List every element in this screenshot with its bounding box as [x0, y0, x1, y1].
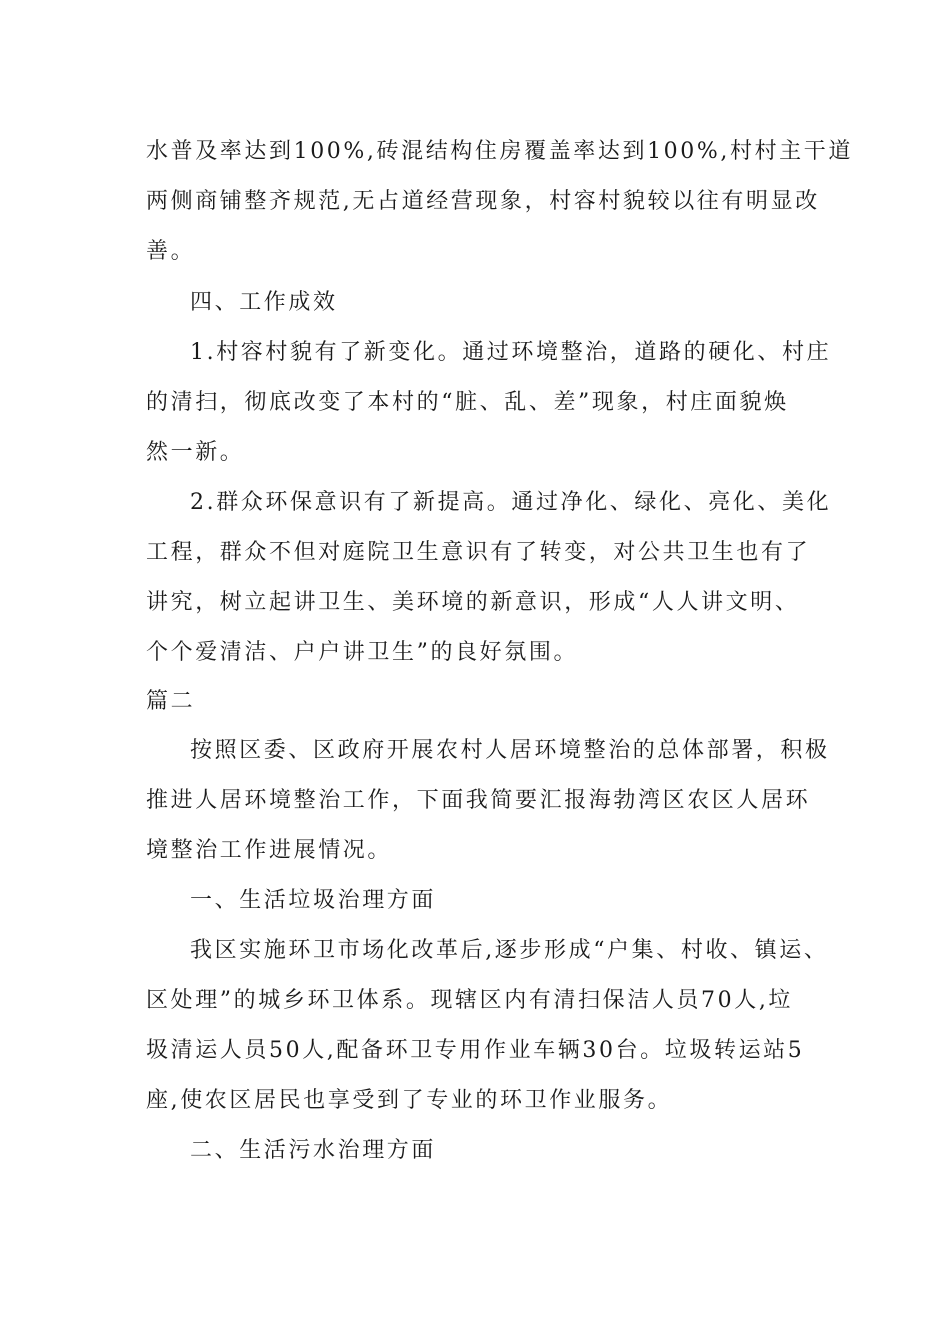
text-line: 善。	[146, 239, 196, 264]
text-line: 2.群众环保意识有了新提高。通过净化、绿化、亮化、美化	[190, 490, 832, 515]
text-line: 区处理”的城乡环卫体系。现辖区内有清扫保洁人员70人,垃	[146, 988, 794, 1013]
text-line: 讲究，树立起讲卫生、美环境的新意识，形成“人人讲文明、	[146, 590, 800, 615]
section-heading: 二、生活污水治理方面	[190, 1138, 437, 1163]
section-heading: 一、生活垃圾治理方面	[190, 888, 437, 913]
text-line: 我区实施环卫市场化改革后,逐步形成“户集、村收、镇运、	[190, 938, 829, 963]
section-heading: 四、工作成效	[190, 290, 338, 315]
text-line: 1.村容村貌有了新变化。通过环境整治，道路的硬化、村庄	[190, 340, 832, 365]
text-line: 个个爱清洁、户户讲卫生”的良好氛围。	[146, 640, 579, 665]
text-line: 两侧商铺整齐规范,无占道经营现象，村容村貌较以往有明显改	[146, 189, 820, 214]
text-line: 工程，群众不但对庭院卫生意识有了转变，对公共卫生也有了	[146, 540, 811, 565]
text-line: 境整治工作进展情况。	[146, 838, 393, 863]
chapter-heading: 篇二	[146, 689, 196, 714]
text-line: 水普及率达到100%,砖混结构住房覆盖率达到100%,村村主干道	[146, 139, 853, 164]
text-line: 推进人居环境整治工作，下面我简要汇报海勃湾区农区人居环	[146, 788, 811, 813]
text-line: 圾清运人员50人,配备环卫专用作业车辆30台。垃圾转运站5	[146, 1038, 805, 1063]
text-line: 按照区委、区政府开展农村人居环境整治的总体部署，积极	[190, 738, 830, 763]
text-line: 然一新。	[146, 440, 245, 465]
text-line: 的清扫，彻底改变了本村的“脏、乱、差”现象，村庄面貌焕	[146, 390, 789, 415]
text-line: 座,使农区居民也享受到了专业的环卫作业服务。	[146, 1088, 673, 1113]
